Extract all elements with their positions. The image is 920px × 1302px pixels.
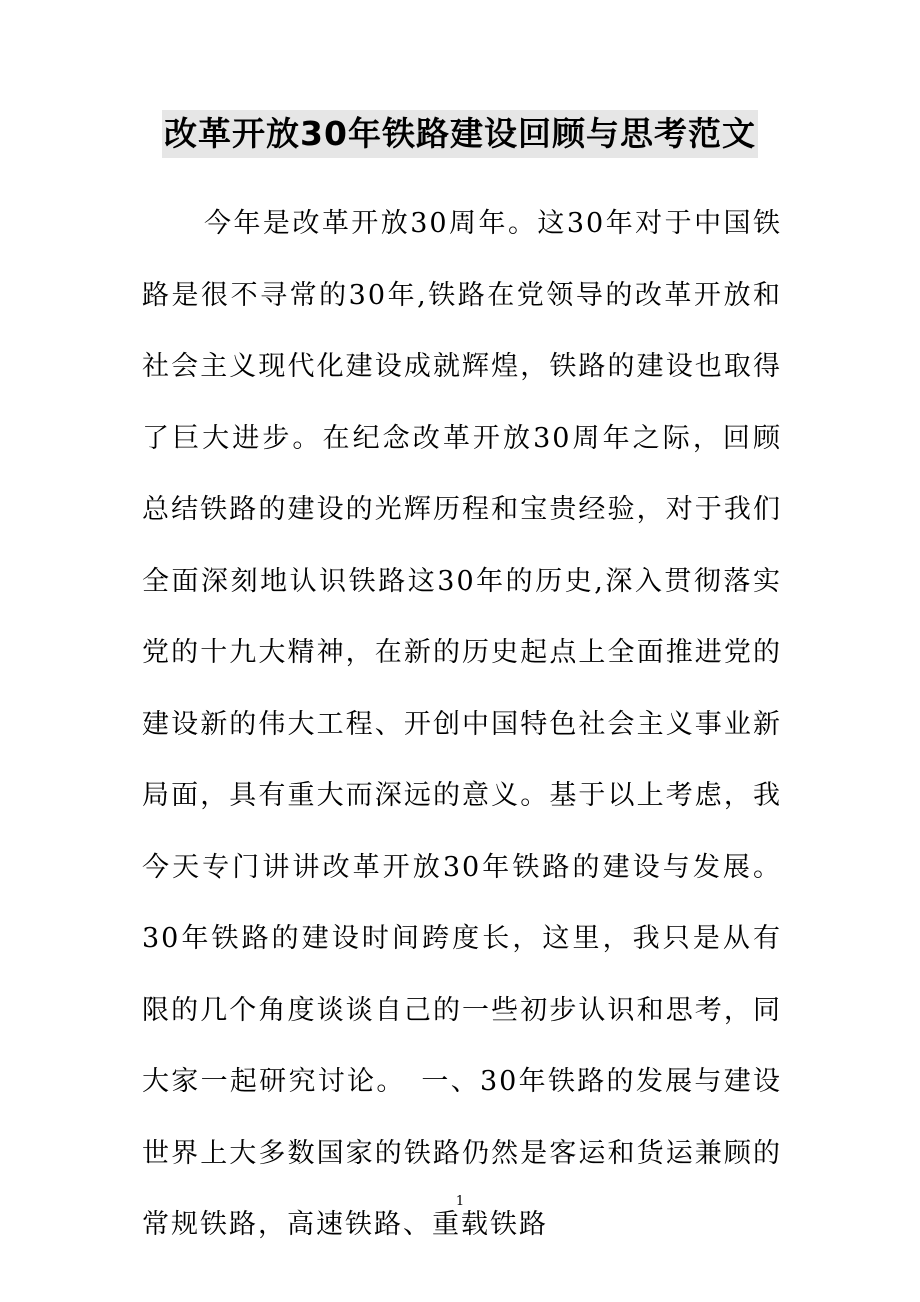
- title-container: [0, 110, 920, 158]
- page-number: 1: [455, 1194, 465, 1209]
- body-paragraph: 今年是改革开放30周年。这30年对于中国铁路是很不寻常的30年,铁路在党领导的改革开放和社会主义现代化建设成就辉煌，铁路的建设也取得了巨大进步。在纪念改革开放30周年之际，回顾总结铁路的建设的光辉历程和宝贵经验，对于我们全面深刻地认识铁路这30年的历史,深入贯彻落实党的十九大精神，在新的历史起点上全面推进党的建设新的伟大工程、开创中国特色社会主义事业新局面，具有重大而深远的意义。基于以上考虑，我今天专门讲讲改革开放30年铁路的建设与发展。30年铁路的建设时间跨度长，这里，我只是从有限的几个角度谈谈自己的一些初步认识和思考，同大家一起研究讨论。 一、30年铁路的发展与建设 世界上大多数国家的铁路仍然是客运和货运兼顾的常规铁路，高速铁路、重载铁路: [142, 208, 811, 1240]
- document-title: 改革开放30年铁路建设回顾与思考范文: [162, 110, 758, 158]
